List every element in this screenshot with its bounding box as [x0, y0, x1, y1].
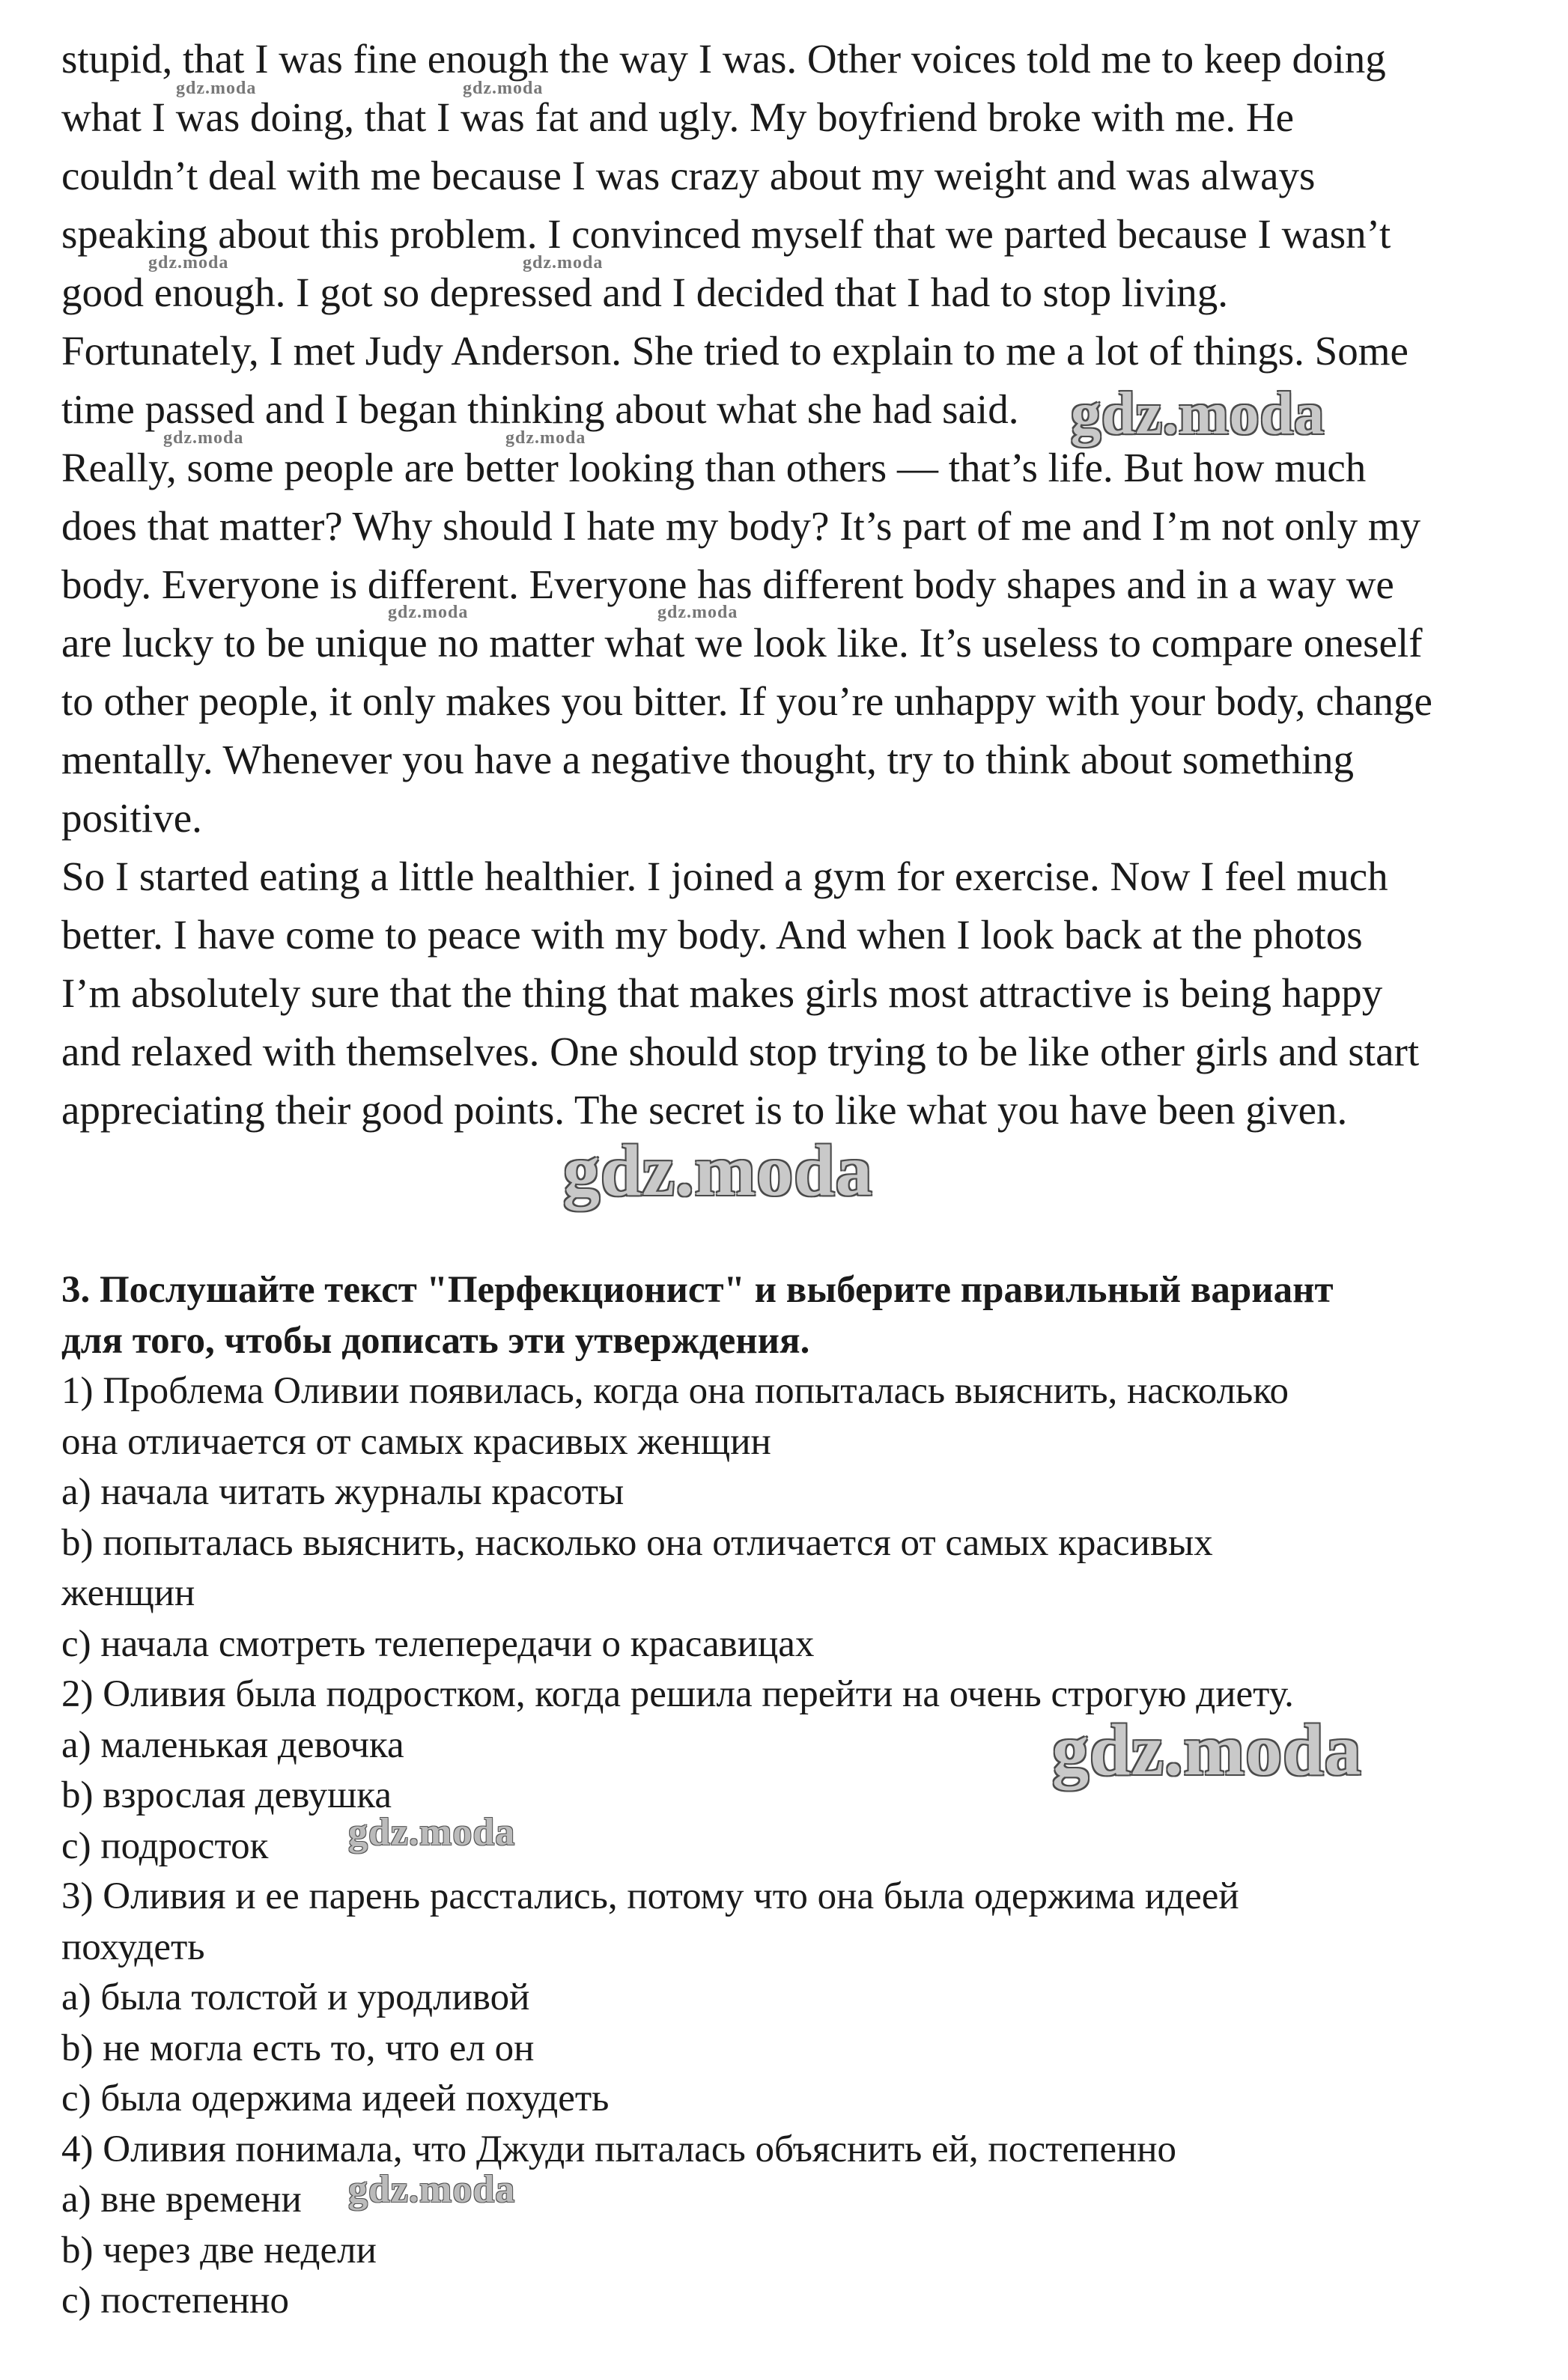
exercise-line: 1) Проблема Оливии появилась, когда она попыталась выяснить, насколько	[61, 1370, 1289, 1412]
exercise-line: c) была одержима идеей похудеть	[61, 2078, 610, 2119]
watermark: gdz.moda	[563, 1130, 873, 1211]
exercise-line: b) взрослая девушка	[61, 1774, 392, 1816]
watermark: gdz.moda	[657, 603, 738, 622]
text-line: body. Everyone is different. Everyone has different body shapes and in a way we	[61, 561, 1394, 607]
text-line: mentally. Whenever you have a negative thought, try to think about something	[61, 737, 1354, 782]
exercise-line: a) вне времени	[61, 2179, 302, 2221]
exercise-line: b) попыталась выяснить, насколько она отличается от самых красивых	[61, 1521, 1213, 1564]
text-line: Really, some people are better looking than others — that’s life. But how much	[61, 445, 1367, 490]
watermark: gdz.moda	[1071, 381, 1325, 447]
text-line: better. I have come to peace with my body. And when I look back at the photos	[61, 912, 1363, 958]
exercise-line: a) маленькая девочка	[61, 1723, 404, 1766]
exercise-title-continued: для того, чтобы дописать эти утверждения.	[61, 1319, 810, 1362]
exercise-line: c) подросток	[61, 1824, 269, 1867]
exercise-line: c) начала смотреть телепередачи о красавицах	[61, 1622, 815, 1665]
watermark: gdz.moda	[388, 603, 469, 622]
exercise-line: b) не могла есть то, что ел он	[61, 2027, 535, 2069]
exercise-line: 3) Оливия и ее парень расстались, потому что она была одержима идеей	[61, 1875, 1239, 1917]
exercise-line: 4) Оливия понимала, что Джуди пыталась объяснить ей, постепенно	[61, 2128, 1177, 2170]
exercise-line: a) была толстой и уродливой	[61, 1976, 530, 2018]
text-line: time passed and I began thinking about what she had said.	[61, 386, 1019, 432]
exercise-line: a) начала читать журналы красоты	[61, 1471, 625, 1513]
watermark: gdz.moda	[348, 2168, 516, 2211]
text-line: positive.	[61, 795, 202, 841]
watermark: gdz.moda	[176, 79, 257, 98]
text-line: to other people, it only makes you bitter. If you’re unhappy with your body, change	[61, 678, 1432, 724]
text-line: So I started eating a little healthier. I joined a gym for exercise. Now I feel much	[61, 853, 1388, 899]
watermark: gdz.moda	[348, 1811, 516, 1854]
watermark: gdz.moda	[523, 253, 604, 273]
watermark: gdz.moda	[505, 428, 586, 448]
text-line: stupid, that I was fine enough the way I was. Other voices told me to keep doing	[61, 36, 1386, 82]
exercise-line: женщин	[61, 1572, 195, 1614]
watermark: gdz.moda	[148, 253, 229, 273]
exercise-line: b) через две недели	[61, 2229, 377, 2271]
text-line: and relaxed with themselves. One should stop trying to be like other girls and start	[61, 1029, 1420, 1074]
exercise-line: 2) Оливия была подростком, когда решила перейти на очень строгую диету.	[61, 1673, 1294, 1715]
text-line: I’m absolutely sure that the thing that makes girls most attractive is being happy	[61, 970, 1383, 1016]
english-passage	[61, 30, 1552, 1139]
text-line: does that matter? Why should I hate my body? It’s part of me and I’m not only my	[61, 503, 1421, 549]
text-line: good enough. I got so depressed and I decided that I had to stop living.	[61, 270, 1229, 315]
watermark: gdz.moda	[163, 428, 244, 448]
text-line: speaking about this problem. I convinced myself that we parted because I wasn’t	[61, 211, 1391, 257]
exercise-line: c) постепенно	[61, 2280, 290, 2322]
text-line: appreciating their good points. The secret is to like what you have been given.	[61, 1087, 1348, 1133]
text-line: Fortunately, I met Judy Anderson. She tried to explain to me a lot of things. Some	[61, 328, 1409, 374]
exercise-line: похудеть	[61, 1926, 205, 1968]
text-line: what I was doing, that I was fat and ugly. My boyfriend broke with me. He	[61, 94, 1295, 140]
exercise-line: она отличается от самых красивых женщин	[61, 1420, 771, 1463]
exercise-section	[61, 1265, 1552, 2327]
exercise-title: 3. Послушайте текст "Перфекционист" и выберите правильный вариант	[61, 1269, 1334, 1311]
watermark: gdz.moda	[463, 79, 544, 98]
text-line: are lucky to be unique no matter what we look like. It’s useless to compare oneself	[61, 620, 1423, 666]
text-line: couldn’t deal with me because I was crazy about my weight and was always	[61, 153, 1316, 198]
watermark: gdz.moda	[1052, 1710, 1362, 1791]
